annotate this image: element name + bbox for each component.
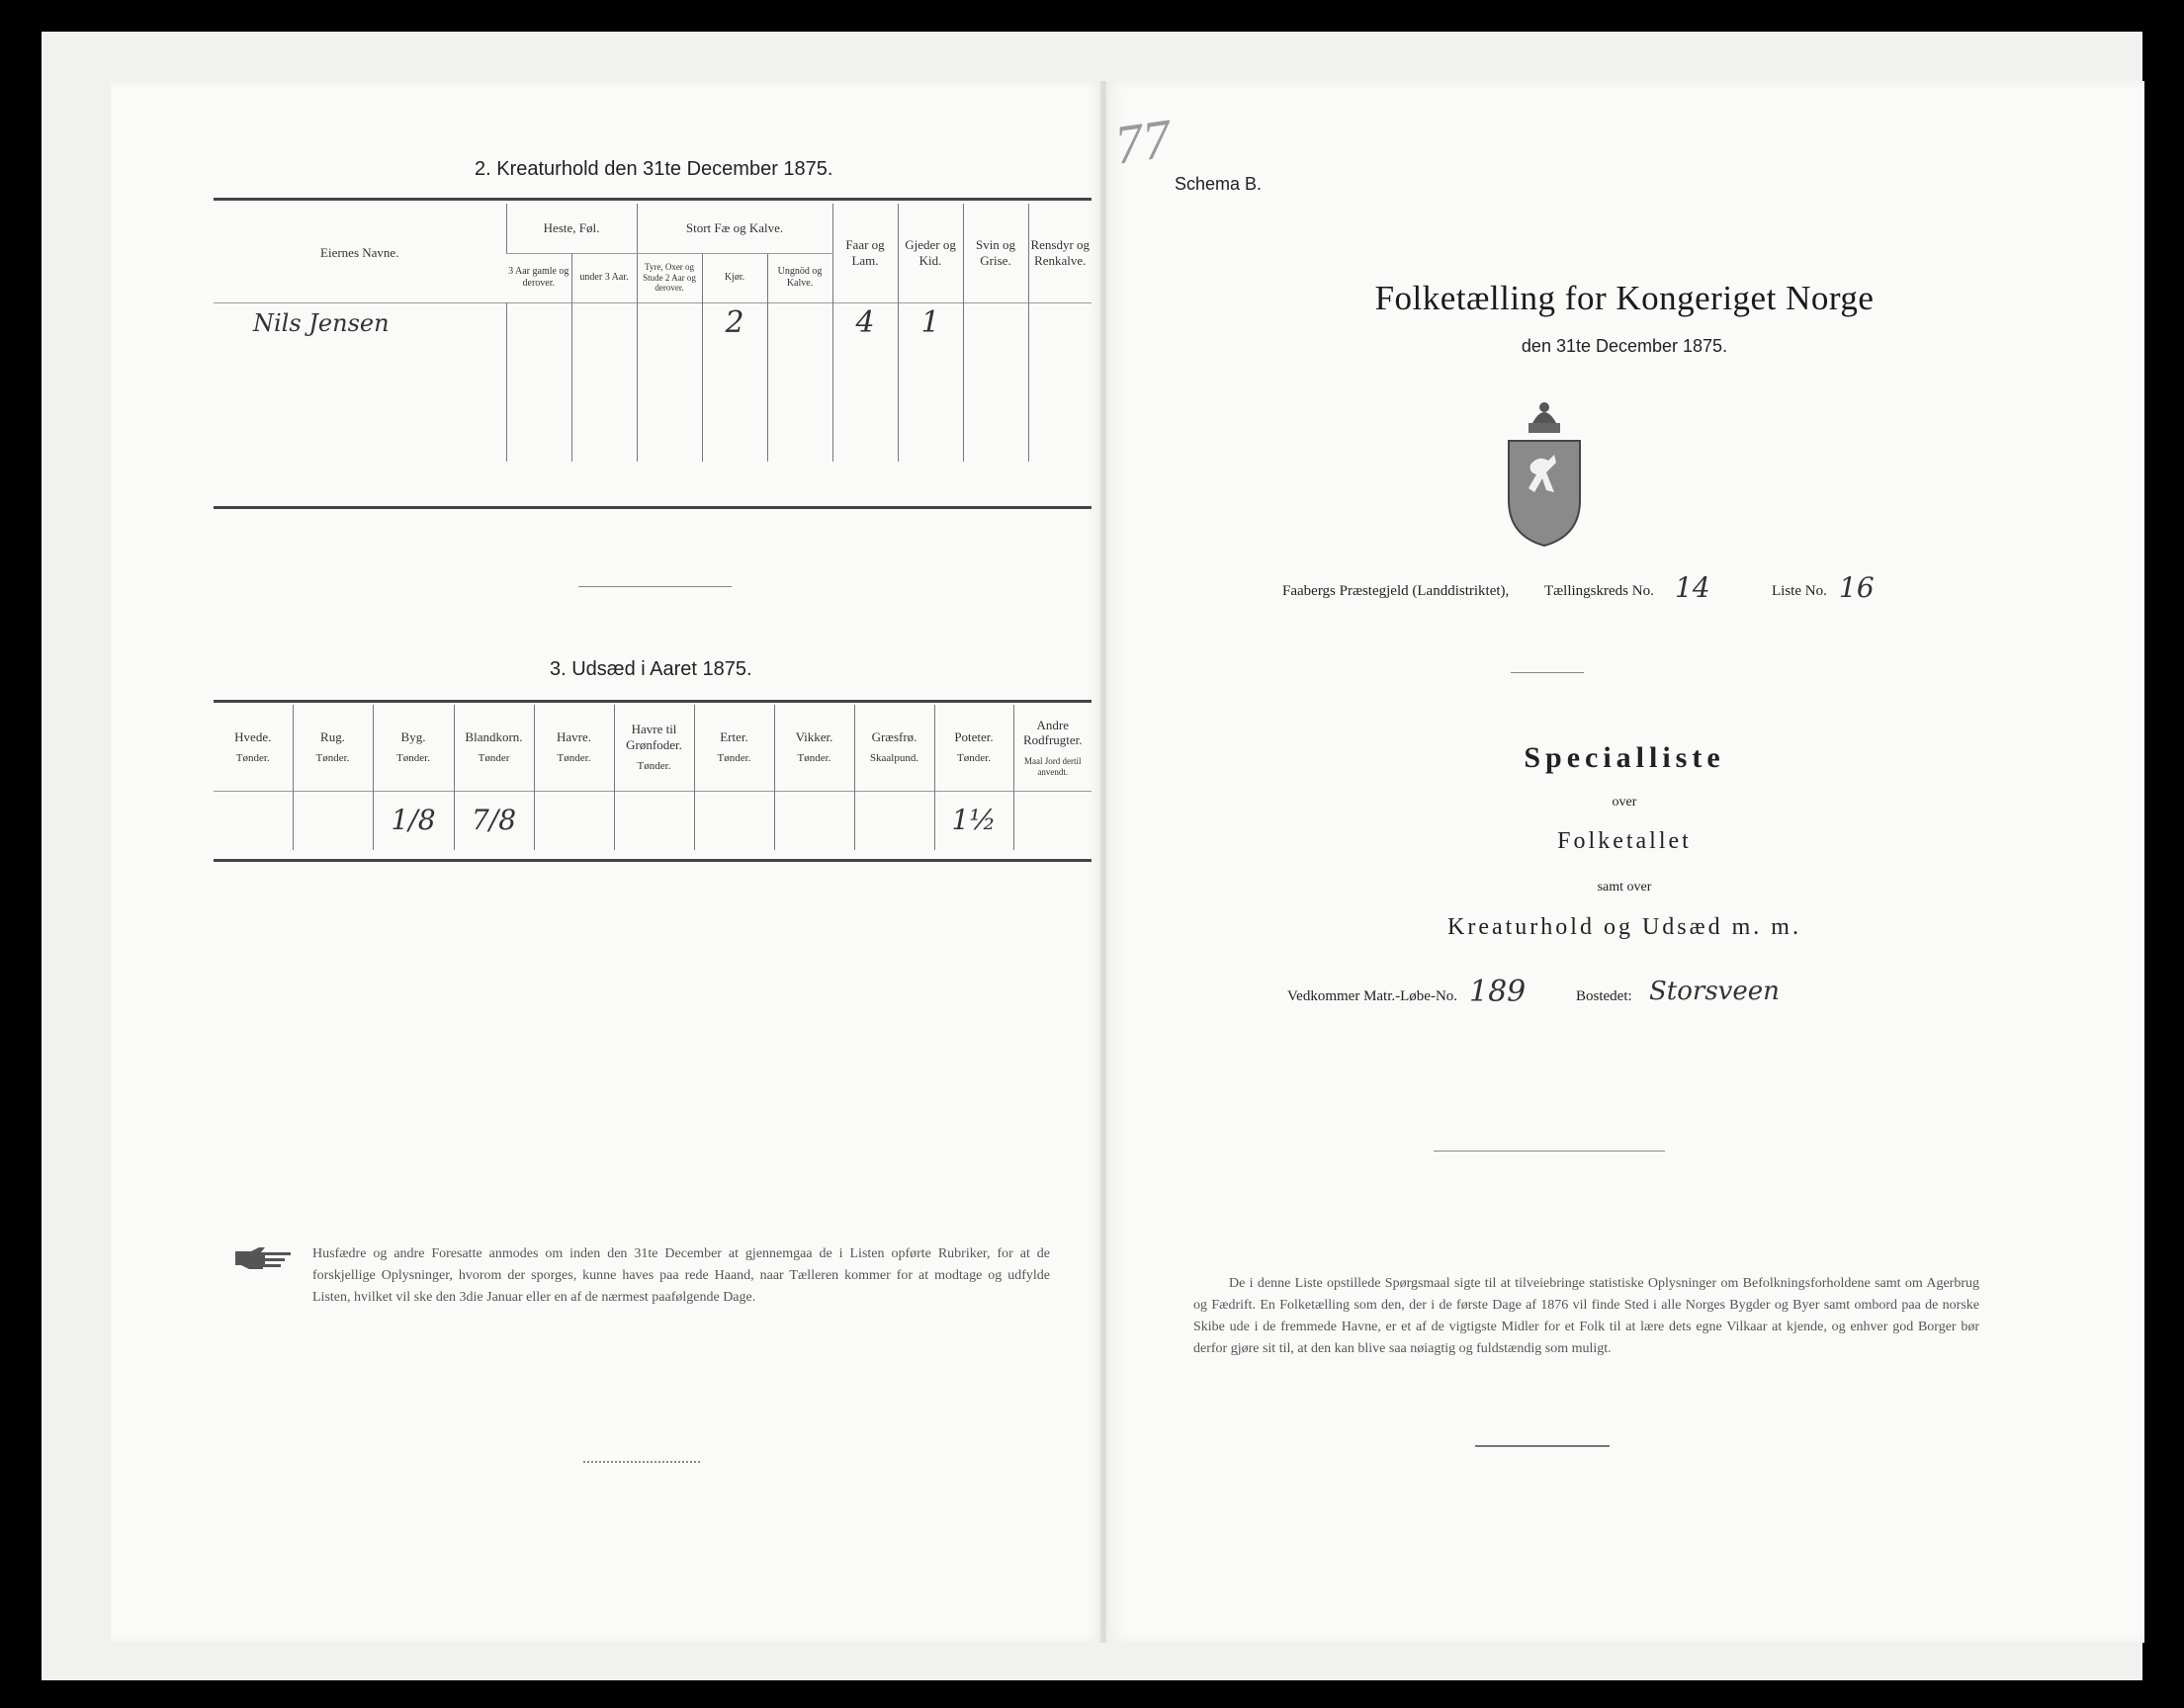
seed-value: 1½ (951, 804, 997, 837)
kreds-label: Tællingskreds No. (1544, 583, 1654, 599)
seed-col-unit: Skaalpund. (869, 752, 919, 765)
seed-col-unit: Tønder. (797, 752, 831, 765)
gjeder-value: 1 (920, 305, 940, 341)
seed-bottom-rule (214, 859, 1092, 862)
seed-col-unit: Tønder. (235, 752, 270, 765)
seed-title: 3. Udsæd i Aaret 1875. (550, 658, 752, 680)
seed-col-header (454, 705, 534, 791)
owner-header: Eiernes Navne. (320, 244, 399, 260)
seed-col-unit: Tønder. (717, 752, 751, 765)
seed-value-cell (293, 791, 373, 850)
table-row (214, 791, 1092, 850)
heste-u3-header: under 3 Aar. (571, 253, 637, 302)
seed-col-header (854, 705, 934, 791)
faar-value: 4 (855, 305, 875, 341)
pointing-hand-icon (233, 1243, 297, 1276)
seed-col-header (293, 705, 373, 791)
heste-header: Heste, Føl. (506, 204, 637, 253)
seed-col-label: Erter. (720, 728, 748, 744)
seed-col-header (934, 705, 1013, 791)
seed-value-cell (934, 791, 1013, 850)
seed-col-header (373, 705, 454, 791)
seed-col-unit: Maal Jord dertil anvendt. (1024, 756, 1082, 777)
seed-value-cell (694, 791, 774, 850)
seed-col-label: Havre. (556, 728, 591, 744)
liste-value: 16 (1839, 571, 1875, 604)
seed-value-cell (373, 791, 454, 850)
seed-col-label: Blandkorn. (465, 728, 523, 744)
gjeder-header: Gjeder og Kid. (898, 204, 963, 302)
owner-name-cell: Nils Jensen (253, 308, 390, 337)
seed-col-unit: Tønder. (957, 752, 991, 765)
specialliste-title: Specialliste (1524, 741, 1725, 774)
seed-col-header (774, 705, 854, 791)
seed-value-cell (534, 791, 614, 850)
seed-value-cell (774, 791, 854, 850)
samt-over-text: samt over (1597, 880, 1652, 895)
seed-col-unit: Tønder (478, 752, 510, 765)
seed-col-unit: Tønder. (637, 760, 671, 773)
heste-3-header: 3 Aar gamle og derover. (508, 266, 569, 289)
seed-col-header (614, 705, 694, 791)
census-date: den 31te December 1875. (1521, 336, 1728, 356)
table-row (214, 385, 1092, 427)
main-title: Folketælling for Kongeriget Norge (1374, 279, 1875, 317)
divider-short-right (1511, 672, 1584, 673)
divider-mid-right (1434, 1151, 1665, 1152)
seed-col-label: Vikker. (795, 728, 833, 744)
divider-short (578, 586, 732, 587)
divider-dotted (583, 1461, 700, 1463)
seed-col-header (534, 705, 614, 791)
seed-top-rule (214, 700, 1092, 703)
seed-col-header (214, 705, 293, 791)
faar-header: Faar og Lam. (832, 204, 898, 302)
seed-col-label: Poteter. (954, 728, 994, 744)
seed-col-label: Byg. (400, 728, 426, 744)
seed-col-unit: Tønder. (396, 752, 430, 765)
seed-col-header (1013, 705, 1092, 791)
stort-fae-header: Stort Fæ og Kalve. (637, 204, 832, 253)
table-row (214, 344, 1092, 385)
seed-value-cell (1013, 791, 1092, 850)
kreds-value: 14 (1675, 571, 1710, 604)
info-text: De i denne Liste opstillede Spørgsmaal sigte til at tilveiebringe statistiske Oplysninger om Befolkningsforholdene samt om Agerbrug og Fædrift. En Folketælling som den, der i de første Dage af 1876 vil finde Sted i alle Norges Bygder og Byer samt ombord paa de norske Skibe ude i de fremmede Havne, er et af de vigtigste Midler for et Folk til at lære dets egne Vilkaar at kjende, og enhver god Borger bør derfor gjøre sit til, at den kan blive saa nøiagtig og fuldstændig som muligt. (1193, 1276, 1979, 1356)
livestock-title: 2. Kreaturhold den 31te December 1875. (475, 158, 833, 180)
livestock-bottom-rule (214, 506, 1092, 509)
table-row (214, 427, 1092, 462)
bosted-label: Bostedet: (1576, 988, 1632, 1004)
seed-col-label: Havre til Grønfoder. (626, 722, 682, 752)
bosted-value: Storsveen (1649, 977, 1780, 1006)
divider-bottom-right (1475, 1445, 1610, 1447)
matr-value: 189 (1469, 975, 1527, 1009)
seed-col-header (694, 705, 774, 791)
seed-value-cell (454, 791, 534, 850)
svin-header: Svin og Grise. (963, 204, 1028, 302)
seed-value: 1/8 (391, 804, 436, 837)
seed-value-cell (854, 791, 934, 850)
notice-text: Husfædre og andre Foresatte anmodes om inden den 31te December at gjennemgaa de i Listen opførte Rubriker, for at de forskjellige Oplysninger, hvorom der sporges, kunne haves paa rede Haand, naar Tælleren kommer for at modtage og udfylde Listen, hvilket vil ske den 3die Januar eller en af de nærmest paafølgende Dage. (312, 1246, 1050, 1305)
livestock-top-rule (214, 198, 1092, 201)
liste-label: Liste No. (1772, 583, 1827, 599)
seed-table (214, 705, 1092, 850)
seed-value-cell (614, 791, 694, 850)
rensdyr-header: Rensdyr og Renkalve. (1028, 204, 1092, 302)
schema-label: Schema B. (1175, 174, 1263, 194)
seed-col-label: Hvede. (234, 728, 272, 744)
kjor-header: Kjør. (702, 253, 767, 302)
seed-value: 7/8 (471, 804, 517, 837)
ungnod-header: Ungnöd og Kalve. (767, 253, 832, 302)
seed-col-label: Andre Rodfrugter. (1022, 717, 1083, 748)
kjor-value: 2 (725, 305, 744, 341)
kreaturhold-text: Kreaturhold og Udsæd m. m. (1447, 914, 1801, 940)
folketallet-text: Folketallet (1557, 828, 1692, 854)
over-text: over (1612, 795, 1637, 810)
district-label: Faabergs Præstegjeld (Landdistriktet), (1282, 583, 1510, 599)
tyre-header: Tyre, Oxer og Stude 2 Aar og derover. (637, 253, 702, 302)
seed-value-cell (214, 791, 293, 850)
table-row (214, 302, 1092, 344)
seed-col-label: Græsfrø. (871, 728, 917, 744)
matr-label: Vedkommer Matr.-Løbe-No. (1287, 988, 1458, 1004)
pencil-mark: 77 (1110, 108, 1176, 177)
seed-col-label: Rug. (320, 728, 345, 744)
norwegian-coat-of-arms-icon (1505, 399, 1584, 553)
livestock-table (214, 204, 1092, 462)
seed-col-unit: Tønder. (557, 752, 591, 765)
seed-col-unit: Tønder. (315, 752, 350, 765)
